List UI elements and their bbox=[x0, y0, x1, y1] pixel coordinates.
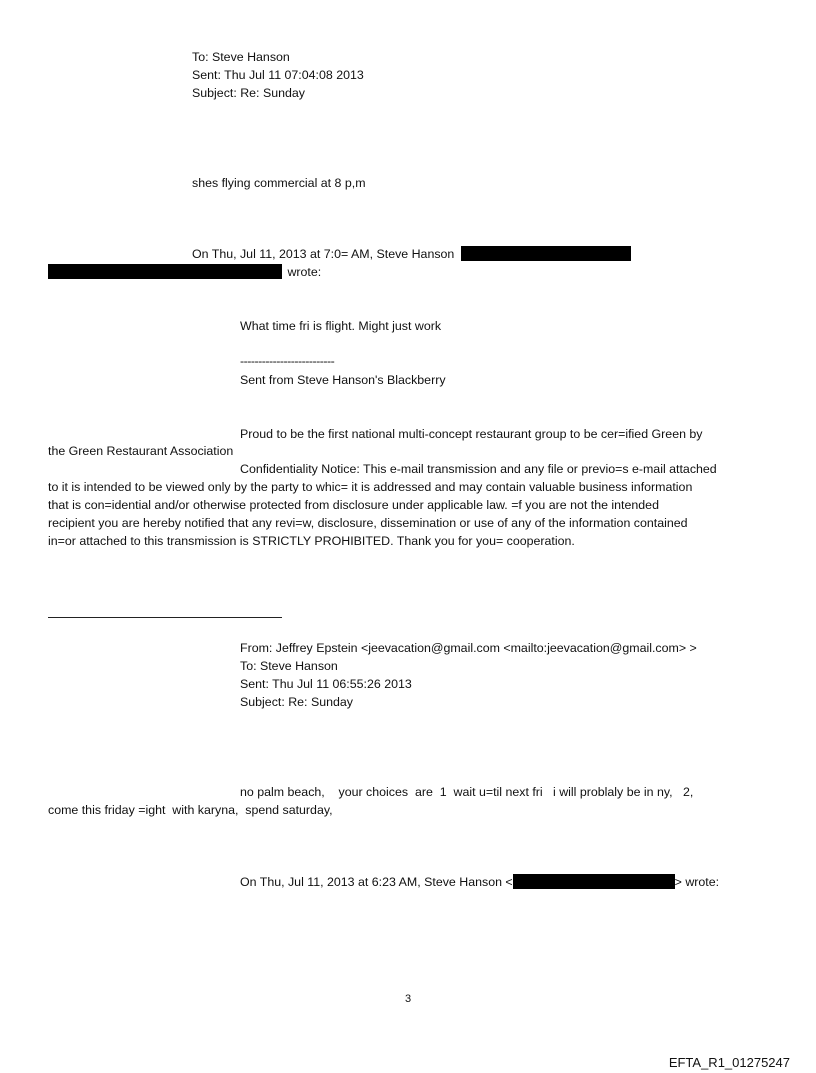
quote-attribution bbox=[192, 245, 631, 263]
confidentiality-line: that is con=idential and/or otherwise protected from disclosure under applicable law. =f you are not the intended bbox=[48, 498, 659, 512]
signature-separator: -------------------------- bbox=[240, 354, 335, 368]
divider-line bbox=[48, 617, 282, 618]
header-sent: Sent: Thu Jul 11 07:04:08 2013 bbox=[192, 68, 364, 82]
header-from: From: Jeffrey Epstein <jeevacation@gmail.com <mailto:jeevacation@gmail.com> > bbox=[240, 641, 697, 655]
redaction-box bbox=[48, 264, 282, 279]
header-sent: Sent: Thu Jul 11 06:55:26 2013 bbox=[240, 677, 412, 691]
redaction-box bbox=[513, 874, 675, 889]
signature: Sent from Steve Hanson's Blackberry bbox=[240, 373, 446, 387]
message-body: no palm beach, your choices are 1 wait u=til next fri i will problaly be in ny, 2, bbox=[240, 785, 694, 799]
document-id: EFTA_R1_01275247 bbox=[668, 1055, 790, 1070]
proud-line: Proud to be the first national multi-concept restaurant group to be cer=ified Green by bbox=[240, 427, 703, 441]
message-body-continued: come this friday =ight with karyna, spend saturday, bbox=[48, 803, 333, 817]
confidentiality-notice: Confidentiality Notice: This e-mail transmission and any file or previo=s e-mail attached bbox=[240, 462, 717, 476]
quote-wrote: wrote: bbox=[287, 265, 322, 279]
quote-attribution-continued bbox=[48, 263, 321, 281]
confidentiality-line: recipient you are hereby notified that any revi=w, disclosure, dissemination or use of any of the information contained bbox=[48, 516, 688, 530]
message-body: shes flying commercial at 8 p,m bbox=[192, 176, 366, 190]
page-number: 3 bbox=[404, 993, 412, 1005]
quote-attribution bbox=[240, 873, 719, 891]
quote-attribution-text: On Thu, Jul 11, 2013 at 6:23 AM, Steve Hanson < bbox=[240, 875, 513, 889]
proud-line-continued: the Green Restaurant Association bbox=[48, 444, 234, 458]
confidentiality-line: to it is intended to be viewed only by the party to whic= it is addressed and may contain valuable business information bbox=[48, 480, 693, 494]
header-subject: Subject: Re: Sunday bbox=[192, 86, 305, 100]
header-to: To: Steve Hanson bbox=[192, 50, 290, 64]
quote-wrote: > wrote: bbox=[674, 875, 720, 889]
header-subject: Subject: Re: Sunday bbox=[240, 695, 353, 709]
reply-message: What time fri is flight. Might just work bbox=[240, 319, 442, 333]
confidentiality-line: in=or attached to this transmission is STRICTLY PROHIBITED. Thank you for you= cooperation. bbox=[48, 534, 575, 548]
redaction-box bbox=[461, 246, 631, 261]
quote-attribution-text: On Thu, Jul 11, 2013 at 7:0= AM, Steve Hanson bbox=[192, 247, 455, 261]
header-to: To: Steve Hanson bbox=[240, 659, 338, 673]
